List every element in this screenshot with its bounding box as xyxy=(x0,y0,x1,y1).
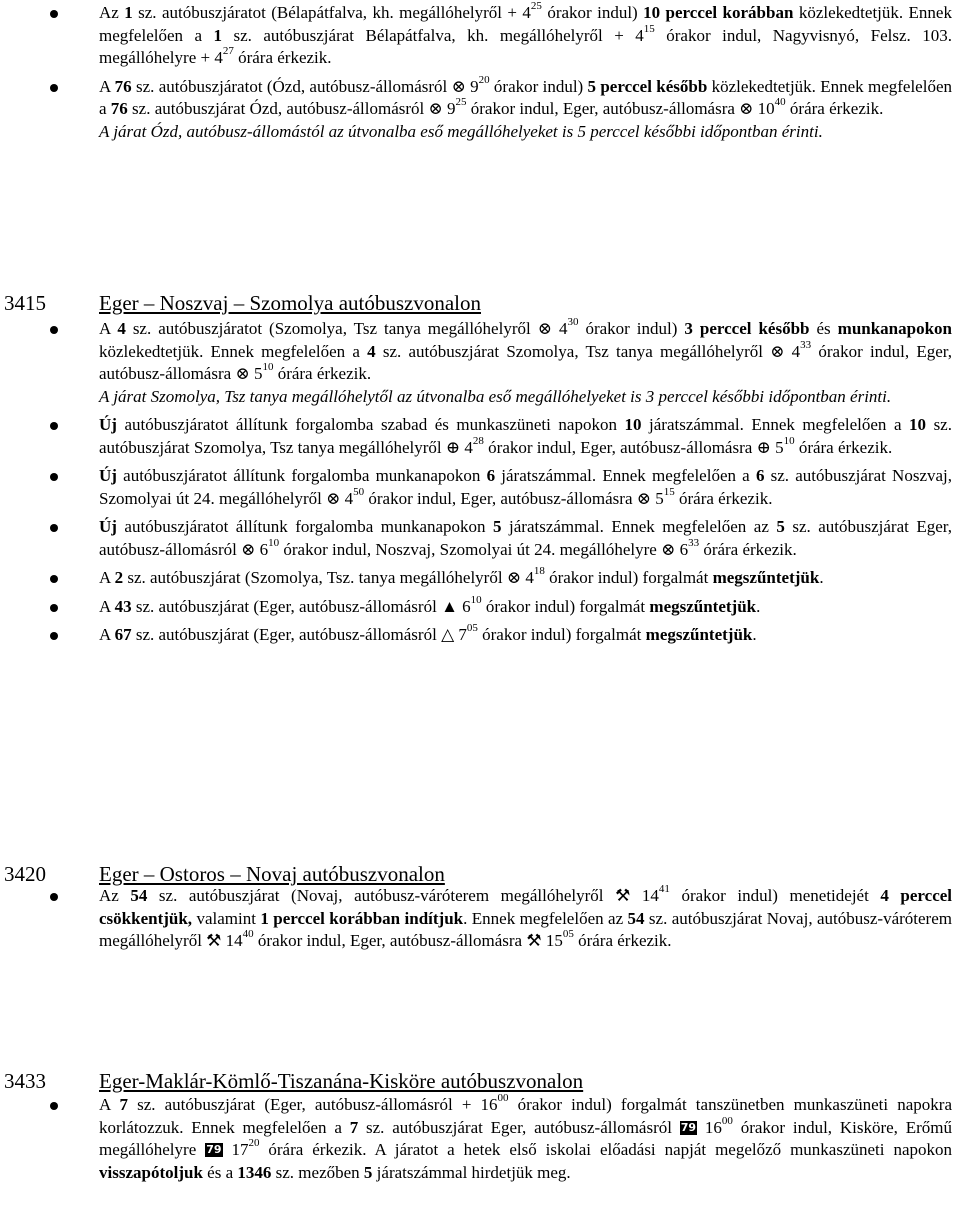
bold-text: munkanapokon xyxy=(837,319,952,338)
text-run: órakor indul) forgalmát xyxy=(544,568,713,587)
text-run: sz. autóbuszjárat Novaj, autóbusz-váróterem megállóhelyről xyxy=(99,908,952,950)
bold-text: 1 perccel korábban indítjuk xyxy=(260,908,464,928)
time-minutes: 10 xyxy=(470,593,482,606)
bold-text: 76 xyxy=(114,76,132,96)
circled-x-icon: ⊗ xyxy=(235,364,250,383)
time-minutes: 05 xyxy=(562,928,574,941)
time-minutes: 40 xyxy=(242,928,254,941)
time-minutes: 33 xyxy=(800,338,812,351)
bold-text: 6 xyxy=(486,466,496,485)
text-run: 16 xyxy=(697,1117,722,1137)
text-run: órakor indul) forgalmát tanszünetben munkaszüneti napokra korlátozzuk. Ennek megfelelően a xyxy=(99,1095,952,1137)
list-item xyxy=(0,516,960,561)
text-run: A xyxy=(99,625,115,644)
text-run: 4 xyxy=(340,488,354,508)
text-run: . xyxy=(752,625,757,644)
text-run: A xyxy=(99,319,118,338)
text-run: A xyxy=(99,1095,120,1114)
section-number: 3420 xyxy=(4,862,46,886)
circled-x-icon: ⊗ xyxy=(428,99,443,118)
time-minutes: 33 xyxy=(688,536,700,549)
text-run: 4 xyxy=(521,568,534,587)
time-minutes: 30 xyxy=(567,316,579,329)
italic-note: A járat Ózd, autóbusz-állomástól az útvonalba eső megállóhelyeket is 5 perccel későbbi időpontban érinti. xyxy=(99,121,823,141)
text-run: közlekedtetjük. Ennek megfelelően a xyxy=(99,76,952,118)
bold-text: 7 xyxy=(349,1117,359,1137)
text-run: 9 xyxy=(442,99,456,118)
text-run: 4 xyxy=(784,341,801,361)
text-run: járatszámmal. Ennek megfelelően a xyxy=(641,415,910,434)
text-run: sz. autóbuszjárat (Novaj, autóbusz-váróterem megállóhelyről xyxy=(147,886,616,905)
text-run: 17 xyxy=(222,1140,249,1159)
text-run: A xyxy=(99,596,115,616)
text-run: 9 xyxy=(465,76,479,96)
circled-x-icon: ⊗ xyxy=(451,76,466,96)
text-run: sz. autóbuszjárat (Eger, autóbusz-állomásról xyxy=(131,596,442,616)
text-run: sz. autóbuszjáratot (Bélapátfalva, kh. megállóhelyről + 4 xyxy=(132,3,531,22)
bold-text: megszűntetjük xyxy=(649,596,757,616)
circled-x-icon: ⊗ xyxy=(636,488,652,508)
time-minutes: 41 xyxy=(658,883,670,896)
bold-text: Új xyxy=(99,415,117,434)
text-run: 4 xyxy=(460,437,473,457)
list-item xyxy=(0,465,960,510)
bold-text: megszűntetjük xyxy=(645,625,753,644)
text-run: órára érkezik. A járatot a hetek első iskolai előadási napját megelőző munkaszüneti napokon xyxy=(259,1140,952,1159)
text-run: órára érkezik. xyxy=(785,99,884,118)
text-run: sz. autóbuszjárat Bélapátfalva, kh. megállóhelyről + 4 xyxy=(222,25,644,45)
text-run: órakor indul, Eger, autóbusz-állomásra xyxy=(253,931,527,950)
text-run: sz. autóbuszjárat Szomolya, Tsz tanya megállóhelyről xyxy=(99,415,952,457)
time-minutes: 10 xyxy=(268,536,280,549)
text-run: órakor indul, Eger, autóbusz-állomásra xyxy=(99,341,953,383)
text-run: sz. mezőben xyxy=(271,1162,364,1182)
text-run: 4 xyxy=(551,319,568,338)
text-run: 7 xyxy=(454,625,467,644)
hammer-pick-icon: ⚒ xyxy=(615,886,631,905)
list-item xyxy=(0,1094,960,1184)
section-number: 3415 xyxy=(4,291,46,315)
bold-text: 76 xyxy=(110,99,128,118)
time-minutes: 25 xyxy=(455,96,467,109)
text-run: 15 xyxy=(541,931,563,950)
notice-list xyxy=(0,318,960,653)
boxed-79-icon: 79 xyxy=(680,1120,697,1134)
notice-list xyxy=(0,885,960,959)
time-minutes: 20 xyxy=(248,1137,260,1150)
text-run: 10 xyxy=(753,99,775,118)
text-run: órakor indul, Eger, autóbusz-állomásra xyxy=(364,488,637,508)
circled-x-icon: ⊗ xyxy=(661,539,676,559)
list-item xyxy=(0,567,960,590)
bold-text: 1 xyxy=(124,3,133,22)
time-minutes: 10 xyxy=(783,434,795,447)
bold-text: 10 xyxy=(624,415,642,434)
text-run: 6 xyxy=(457,596,471,616)
section-title: Eger – Ostoros – Novaj autóbuszvonalon xyxy=(99,862,445,886)
time-minutes: 05 xyxy=(466,622,478,635)
outline-triangle-icon: △ xyxy=(441,625,455,644)
circled-x-icon: ⊗ xyxy=(537,319,552,338)
bold-text: 10 xyxy=(909,415,927,434)
bullet-list xyxy=(0,1094,960,1184)
text-run: járatszámmal. Ennek megfelelően a xyxy=(495,466,756,485)
text-run: . Ennek megfelelően az xyxy=(463,908,628,928)
text-run: valamint xyxy=(192,908,261,928)
circled-x-icon: ⊗ xyxy=(241,539,256,559)
circled-plus-icon: ⊕ xyxy=(445,437,461,457)
text-run: autóbuszjáratot állítunk forgalomba szabad és munkaszüneti napokon xyxy=(116,415,625,434)
section-title: Eger-Maklár-Kömlő-Tiszanána-Kisköre autóbuszvonalon xyxy=(99,1069,584,1093)
time-minutes: 28 xyxy=(472,434,484,447)
text-run: órakor indul) xyxy=(578,319,685,338)
text-run: Az xyxy=(99,3,125,22)
text-run: sz. autóbuszjárat (Szomolya, Tsz. tanya megállóhelyről xyxy=(123,568,507,587)
boxed-79-icon: 79 xyxy=(206,1143,222,1156)
notice-list xyxy=(0,2,960,149)
text-run: 5 xyxy=(651,488,664,508)
text-run: sz. autóbuszjárat Noszvaj, Szomolyai út 24. megállóhelyről xyxy=(99,466,953,508)
bold-text: 4 xyxy=(117,319,126,338)
bold-text: 5 xyxy=(363,1162,373,1182)
bold-text: 3 perccel később xyxy=(684,319,810,338)
hammer-pick-icon: ⚒ xyxy=(526,931,542,950)
list-item xyxy=(0,885,960,953)
bold-text: Új xyxy=(99,466,117,485)
text-run: órakor indul, Eger, autóbusz-állomásra xyxy=(466,99,740,118)
text-run: . xyxy=(756,596,761,616)
text-run: órakor indul) forgalmát xyxy=(477,625,646,644)
bold-text: 5 xyxy=(776,517,785,536)
text-run: sz. autóbuszjárat Eger, autóbusz-állomásról xyxy=(99,517,953,559)
text-run: autóbuszjáratot állítunk forgalomba munkanapokon xyxy=(116,466,487,485)
text-run: sz. autóbuszjárat Eger, autóbusz-állomásról xyxy=(358,1117,680,1137)
time-minutes: 40 xyxy=(774,96,786,109)
text-run: járatszámmal hirdetjük meg. xyxy=(372,1162,571,1182)
time-minutes: 10 xyxy=(262,361,274,374)
text-run: 6 xyxy=(675,539,689,559)
bold-text: 10 perccel korábban xyxy=(643,3,794,22)
text-run: 6 xyxy=(255,539,269,559)
text-run: órára érkezik. xyxy=(699,539,797,559)
text-run: órára érkezik. xyxy=(794,437,893,457)
time-minutes: 50 xyxy=(353,485,365,498)
bold-text: 5 xyxy=(493,517,502,536)
section-number: 3433 xyxy=(4,1069,46,1093)
text-run: órakor indul) menetidejét xyxy=(669,886,881,905)
list-item xyxy=(0,414,960,459)
time-minutes: 15 xyxy=(643,22,655,35)
time-minutes: 20 xyxy=(478,73,490,86)
time-minutes: 18 xyxy=(533,565,545,578)
circled-plus-icon: ⊕ xyxy=(756,437,771,457)
bold-text: 1 xyxy=(213,25,223,45)
text-run: sz. autóbuszjáratot (Szomolya, Tsz tanya megállóhelyről xyxy=(125,319,538,338)
list-item xyxy=(0,624,960,647)
text-run: autóbuszjáratot állítunk forgalomba munkanapokon xyxy=(116,517,494,536)
text-run: 14 xyxy=(630,886,659,905)
text-run: sz. autóbuszjárat (Eger, autóbusz-állomásról + 16 xyxy=(127,1095,498,1114)
text-run: és xyxy=(809,319,838,338)
list-item xyxy=(0,593,960,619)
bold-text: 67 xyxy=(114,625,132,644)
text-run: közlekedtetjük. Ennek megfelelően a xyxy=(99,341,368,361)
italic-note: A járat Szomolya, Tsz tanya megállóhelytől az útvonalba eső megállóhelyeket is 3 perccel későbbi időpontban érinti. xyxy=(99,386,892,406)
text-run: órára érkezik. xyxy=(674,488,773,508)
time-minutes: 00 xyxy=(721,1114,733,1127)
bold-text: 7 xyxy=(119,1095,128,1114)
list-item xyxy=(0,318,960,408)
text-run: órakor indul) xyxy=(489,76,588,96)
text-run: órára érkezik. xyxy=(273,364,372,383)
text-run: sz. autóbuszjárat Szomolya, Tsz tanya megállóhelyről xyxy=(375,341,771,361)
text-run: órakor indul, Kisköre, Erőmű megállóhelyre xyxy=(99,1117,953,1159)
text-run: sz. autóbuszjárat (Eger, autóbusz-állomásról xyxy=(131,625,442,644)
text-run: órára érkezik. xyxy=(233,48,332,67)
text-run: órakor indul, Noszvaj, Szomolyai út 24. megállóhelyre xyxy=(279,539,662,559)
text-run: órakor indul) forgalmát xyxy=(481,596,650,616)
bold-text: 43 xyxy=(114,596,132,616)
bold-text: Új xyxy=(99,517,117,536)
text-run: 5 xyxy=(249,364,263,383)
bold-text: megszűntetjük xyxy=(712,568,820,587)
text-run: A xyxy=(99,568,115,587)
bold-text: 6 xyxy=(755,466,765,485)
text-run: sz. autóbuszjáratot (Ózd, autóbusz-állomásról xyxy=(131,76,452,96)
section-title: Eger – Noszvaj – Szomolya autóbuszvonalon xyxy=(99,291,481,315)
text-run: órakor indul) xyxy=(541,3,644,22)
notice-list xyxy=(0,1094,960,1190)
text-run: közlekedtetjük. Ennek megfelelően a xyxy=(99,3,952,45)
bullet-list xyxy=(0,2,960,143)
text-run: órakor indul, Eger, autóbusz-állomásra xyxy=(483,437,757,457)
time-minutes: 00 xyxy=(497,1092,509,1105)
hammer-pick-icon: ⚒ xyxy=(206,931,222,950)
text-run: órakor indul, Nagyvisnyó, Felsz. 103. megállóhelyre + 4 xyxy=(99,25,953,67)
circled-x-icon: ⊗ xyxy=(326,488,341,508)
list-item xyxy=(0,2,960,70)
circled-x-icon: ⊗ xyxy=(770,341,785,361)
text-run: és a xyxy=(202,1162,238,1182)
bold-text: 1346 xyxy=(237,1162,272,1182)
text-run: 5 xyxy=(770,437,784,457)
text-run: A xyxy=(99,76,115,96)
filled-triangle-icon: ▲ xyxy=(441,596,458,616)
bold-text: 4 perccel csökkentjük, xyxy=(99,886,953,928)
bold-text: visszapótoljuk xyxy=(99,1162,203,1182)
text-run: sz. autóbuszjárat Ózd, autóbusz-állomásról xyxy=(127,99,429,118)
text-run: 14 xyxy=(221,931,243,950)
bullet-list xyxy=(0,318,960,647)
time-minutes: 25 xyxy=(530,0,542,13)
bold-text: 54 xyxy=(130,886,148,905)
time-minutes: 27 xyxy=(222,45,234,58)
text-run: órára érkezik. xyxy=(573,931,672,950)
text-run: járatszámmal. Ennek megfelelően az xyxy=(501,517,777,536)
bold-text: 2 xyxy=(114,568,124,587)
bold-text: 4 xyxy=(367,341,376,361)
list-item xyxy=(0,73,960,144)
bullet-list xyxy=(0,885,960,953)
bold-text: 5 perccel később xyxy=(587,76,708,96)
circled-x-icon: ⊗ xyxy=(739,99,754,118)
time-minutes: 15 xyxy=(663,485,675,498)
text-run: . xyxy=(819,568,824,587)
text-run: Az xyxy=(99,886,131,905)
bold-text: 54 xyxy=(627,908,645,928)
circled-x-icon: ⊗ xyxy=(506,568,522,587)
